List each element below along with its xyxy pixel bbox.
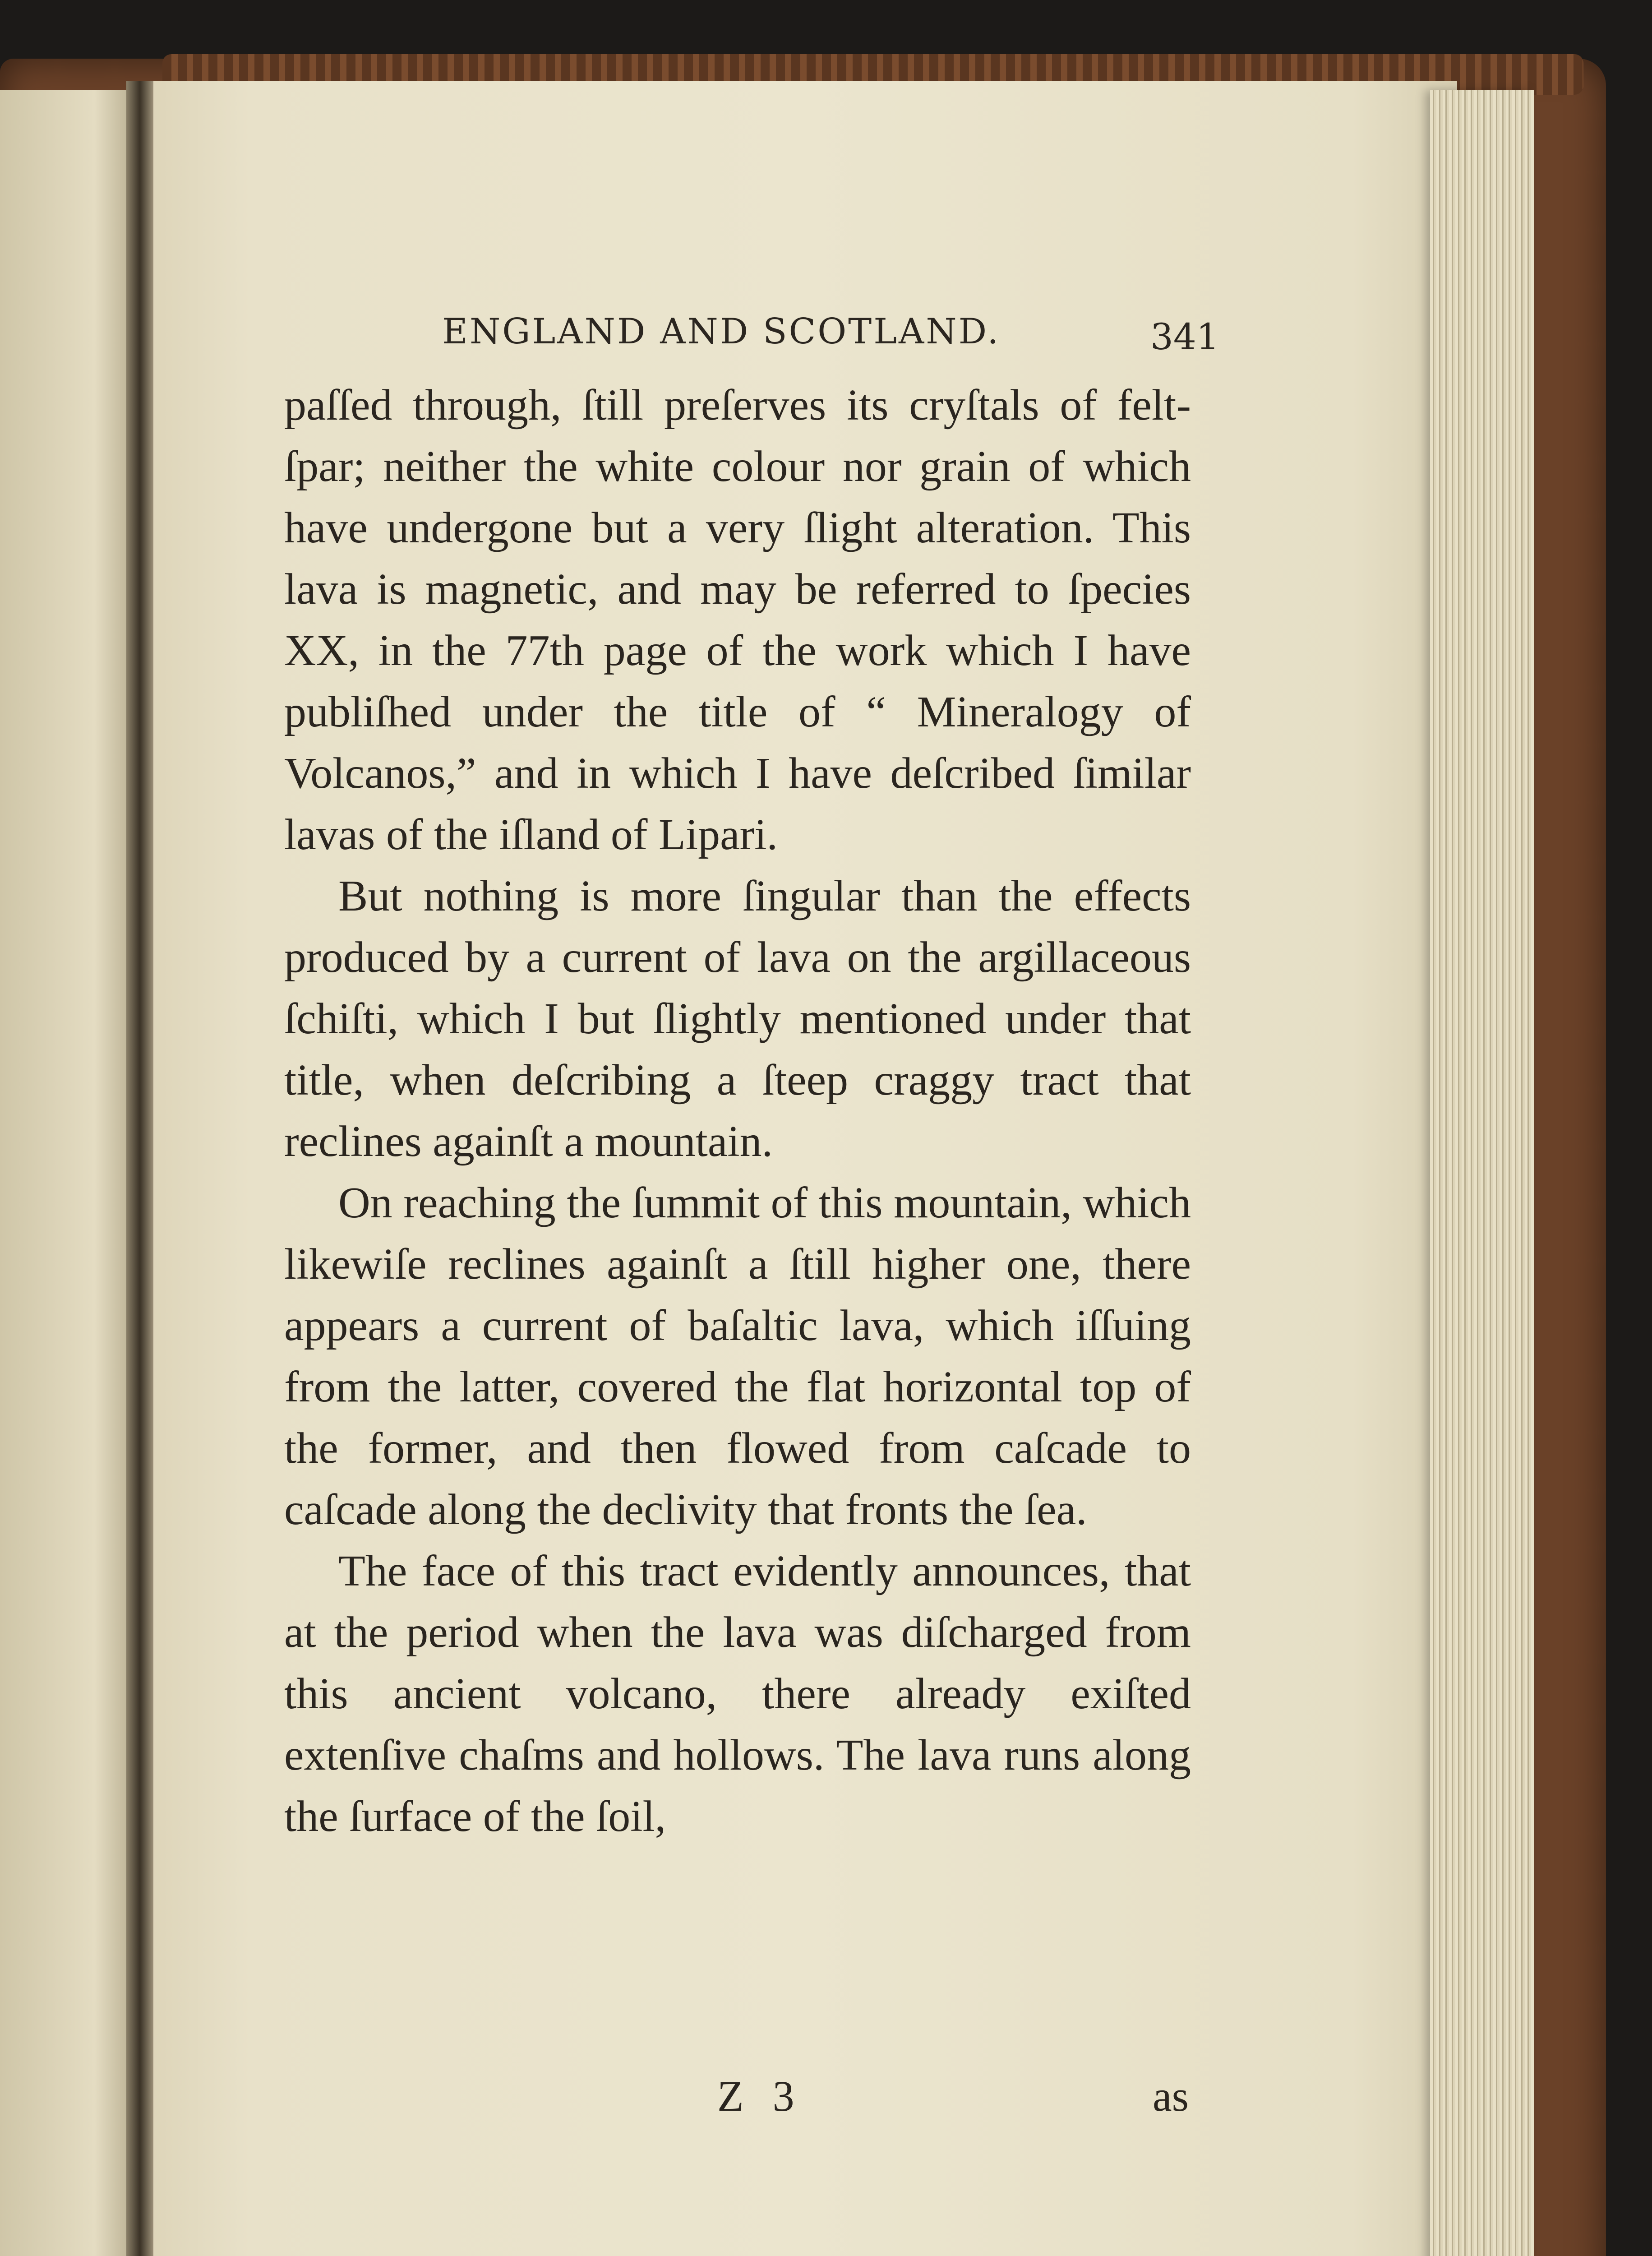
paragraph: The face of this tract evidently announces, that at the period when the lava was diſcharged from this ancient volcano, there already exiſted extenſive chaſms and hollows. The lava runs along the ſurface of the ſoil, — [284, 1547, 1191, 1841]
catchword: as — [1153, 2072, 1189, 2120]
page-number: 341 — [1150, 316, 1219, 358]
signature-mark: Z 3 — [717, 2072, 803, 2120]
page-edges — [1430, 90, 1534, 2256]
paragraph: On reaching the ſummit of this mountain, which likewiſe reclines againſt a ſtill higher one, there appears a current of baſaltic lava, which iſſuing from the latter, covered the flat horizontal top of the former, and then flowed from caſcade to caſcade along the declivity that fronts the ſea. — [284, 1179, 1191, 1534]
running-title: ENGLAND AND SCOTLAND. — [442, 311, 1001, 352]
paragraph: paſſed through, ſtill preſerves its cryſtals of felt-ſpar; neither the white colour nor grain of which have undergone but a very ſlight alteration. This lava is magnetic, and may be referred to ſpecies XX, in the 77th page of the work which I have publiſhed under the title of “ Mineralogy of Volcanos,” and in which I have deſcribed ſimilar lavas of the iſland of Lipari. — [284, 381, 1191, 859]
left-page-edge — [0, 90, 135, 2256]
body-text — [284, 374, 1191, 1847]
book-gutter — [126, 81, 153, 2256]
paragraph: But nothing is more ſingular than the effects produced by a current of lava on the argillaceous ſchiſti, which I but ſlightly mentioned under that title, when deſcribing a ſteep craggy tract that reclines againſt a mountain. — [284, 872, 1191, 1166]
